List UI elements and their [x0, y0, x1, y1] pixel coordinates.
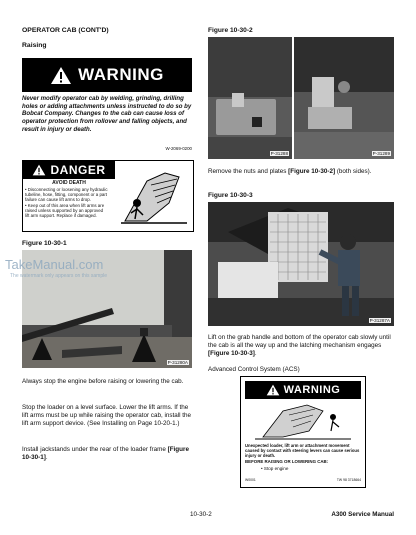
acs-warning-label	[240, 376, 366, 488]
danger-bullet-line: • Keep out of this area when lift arms are	[25, 202, 105, 208]
danger-banner	[23, 161, 115, 179]
warning-banner-text: WARNING	[78, 65, 164, 84]
period: .	[254, 350, 257, 358]
danger-illustration	[117, 163, 191, 229]
figure-10-30-2-tag-left: P-31288	[270, 151, 288, 156]
right-paragraph-2	[208, 334, 394, 359]
figure-ref-10-30-2[interactable]: [Figure 10-30-2]	[288, 168, 336, 175]
warning-triangle-icon	[50, 66, 72, 85]
danger-bullets	[25, 187, 115, 218]
acs-warning-text: Unexpected loader, lift arm or attachment movement caused by contact with steering levers can cause serious injury or death.	[245, 443, 360, 458]
danger-bullet-line: lift arm support. Replace if damaged.	[25, 213, 97, 219]
acs-warning-banner-text: WARNING	[283, 384, 341, 396]
danger-bullet-line: tubeline, hose, fitting, component or a part	[25, 192, 108, 198]
subheading-raising: Raising	[22, 42, 47, 49]
left-paragraph-2: Stop the loader on a level surface. Lower the lift arms. If the lift arms must be up while raising the operator cab, install the lift arm support device. (See Installing on Page 10-20-1.)	[22, 404, 192, 428]
figure-ref-10-30-3[interactable]: [Figure 10-30-3]	[208, 350, 255, 358]
acs-code-right: TW 98 3718664	[336, 478, 361, 482]
jackstand-instruction: Install jackstands under the rear of the loader frame	[22, 446, 166, 453]
figure-10-30-2-label: Figure 10-30-2	[208, 27, 253, 34]
warning-box	[22, 58, 192, 156]
figure-10-30-2-photo-right	[294, 37, 394, 159]
watermark-title: TakeManual.com	[5, 257, 104, 272]
acs-action-text: • Stop engine	[261, 466, 289, 471]
nut-plate-photo-left	[208, 37, 292, 159]
left-paragraph-1: Always stop the engine before raising or lowering the cab.	[22, 378, 184, 385]
section-title: OPERATOR CAB (CONT'D)	[22, 27, 109, 34]
acs-before-text: BEFORE RAISING OR LOWERING CAB:	[245, 459, 329, 464]
danger-label	[22, 160, 194, 232]
danger-triangle-icon	[32, 164, 46, 176]
watermark-subtitle: The watermark only appears on this sample	[10, 273, 107, 279]
danger-banner-text: DANGER	[50, 163, 106, 177]
acs-illustration	[253, 401, 353, 441]
remove-nuts-text: Remove the nuts and plates	[208, 168, 287, 175]
warning-code: W-2069-0200	[165, 146, 192, 151]
danger-bullet-line: raised unless supported by an approved	[25, 207, 104, 213]
figure-ref-10-30-1[interactable]: [Figure 10-30-1]	[22, 446, 189, 462]
acs-warning-triangle-icon	[266, 384, 280, 396]
danger-subtitle: AVOID DEATH	[52, 180, 86, 186]
acs-code-left: W0001	[245, 478, 256, 482]
acs-warning-banner	[245, 381, 361, 399]
period: .	[45, 454, 48, 462]
both-sides-text: (both sides).	[336, 168, 372, 175]
manual-title: A300 Service Manual	[331, 511, 394, 518]
figure-10-30-1-label: Figure 10-30-1	[22, 240, 67, 247]
danger-bullet-line: failure can cause lift arms to drop.	[25, 197, 91, 203]
figure-10-30-2-tag-right: P-31289	[372, 151, 390, 156]
figure-10-30-3-tag: P-31287A	[369, 318, 390, 323]
figure-10-30-3-label: Figure 10-30-3	[208, 192, 253, 199]
left-paragraph-3	[22, 446, 192, 462]
figure-10-30-3-photo	[208, 202, 394, 326]
page-number: 10-30-2	[190, 511, 212, 518]
cab-raise-photo	[208, 202, 394, 326]
nut-plate-photo-right	[294, 37, 394, 159]
acs-heading: Advanced Control System (ACS)	[208, 366, 300, 373]
lift-cab-text: Lift on the grab handle and bottom of the operator cab slowly until the cab is all the way up and the latching mechanism engages	[208, 334, 391, 350]
figure-10-30-1-tag: P-31280A	[167, 360, 188, 365]
warning-text: Never modify operator cab by welding, grinding, drilling holes or adding attachments unless instructed to do so by Bobcat Company. Changes to the cab can cause loss of operator protection from rollover and falling objects, and result in injury or death.	[22, 95, 192, 133]
warning-banner	[22, 58, 192, 92]
right-paragraph-1	[208, 168, 394, 176]
figure-10-30-2-photo-left	[208, 37, 292, 159]
danger-bullet-line: • Disconnecting or loosening any hydraulic	[25, 187, 108, 192]
